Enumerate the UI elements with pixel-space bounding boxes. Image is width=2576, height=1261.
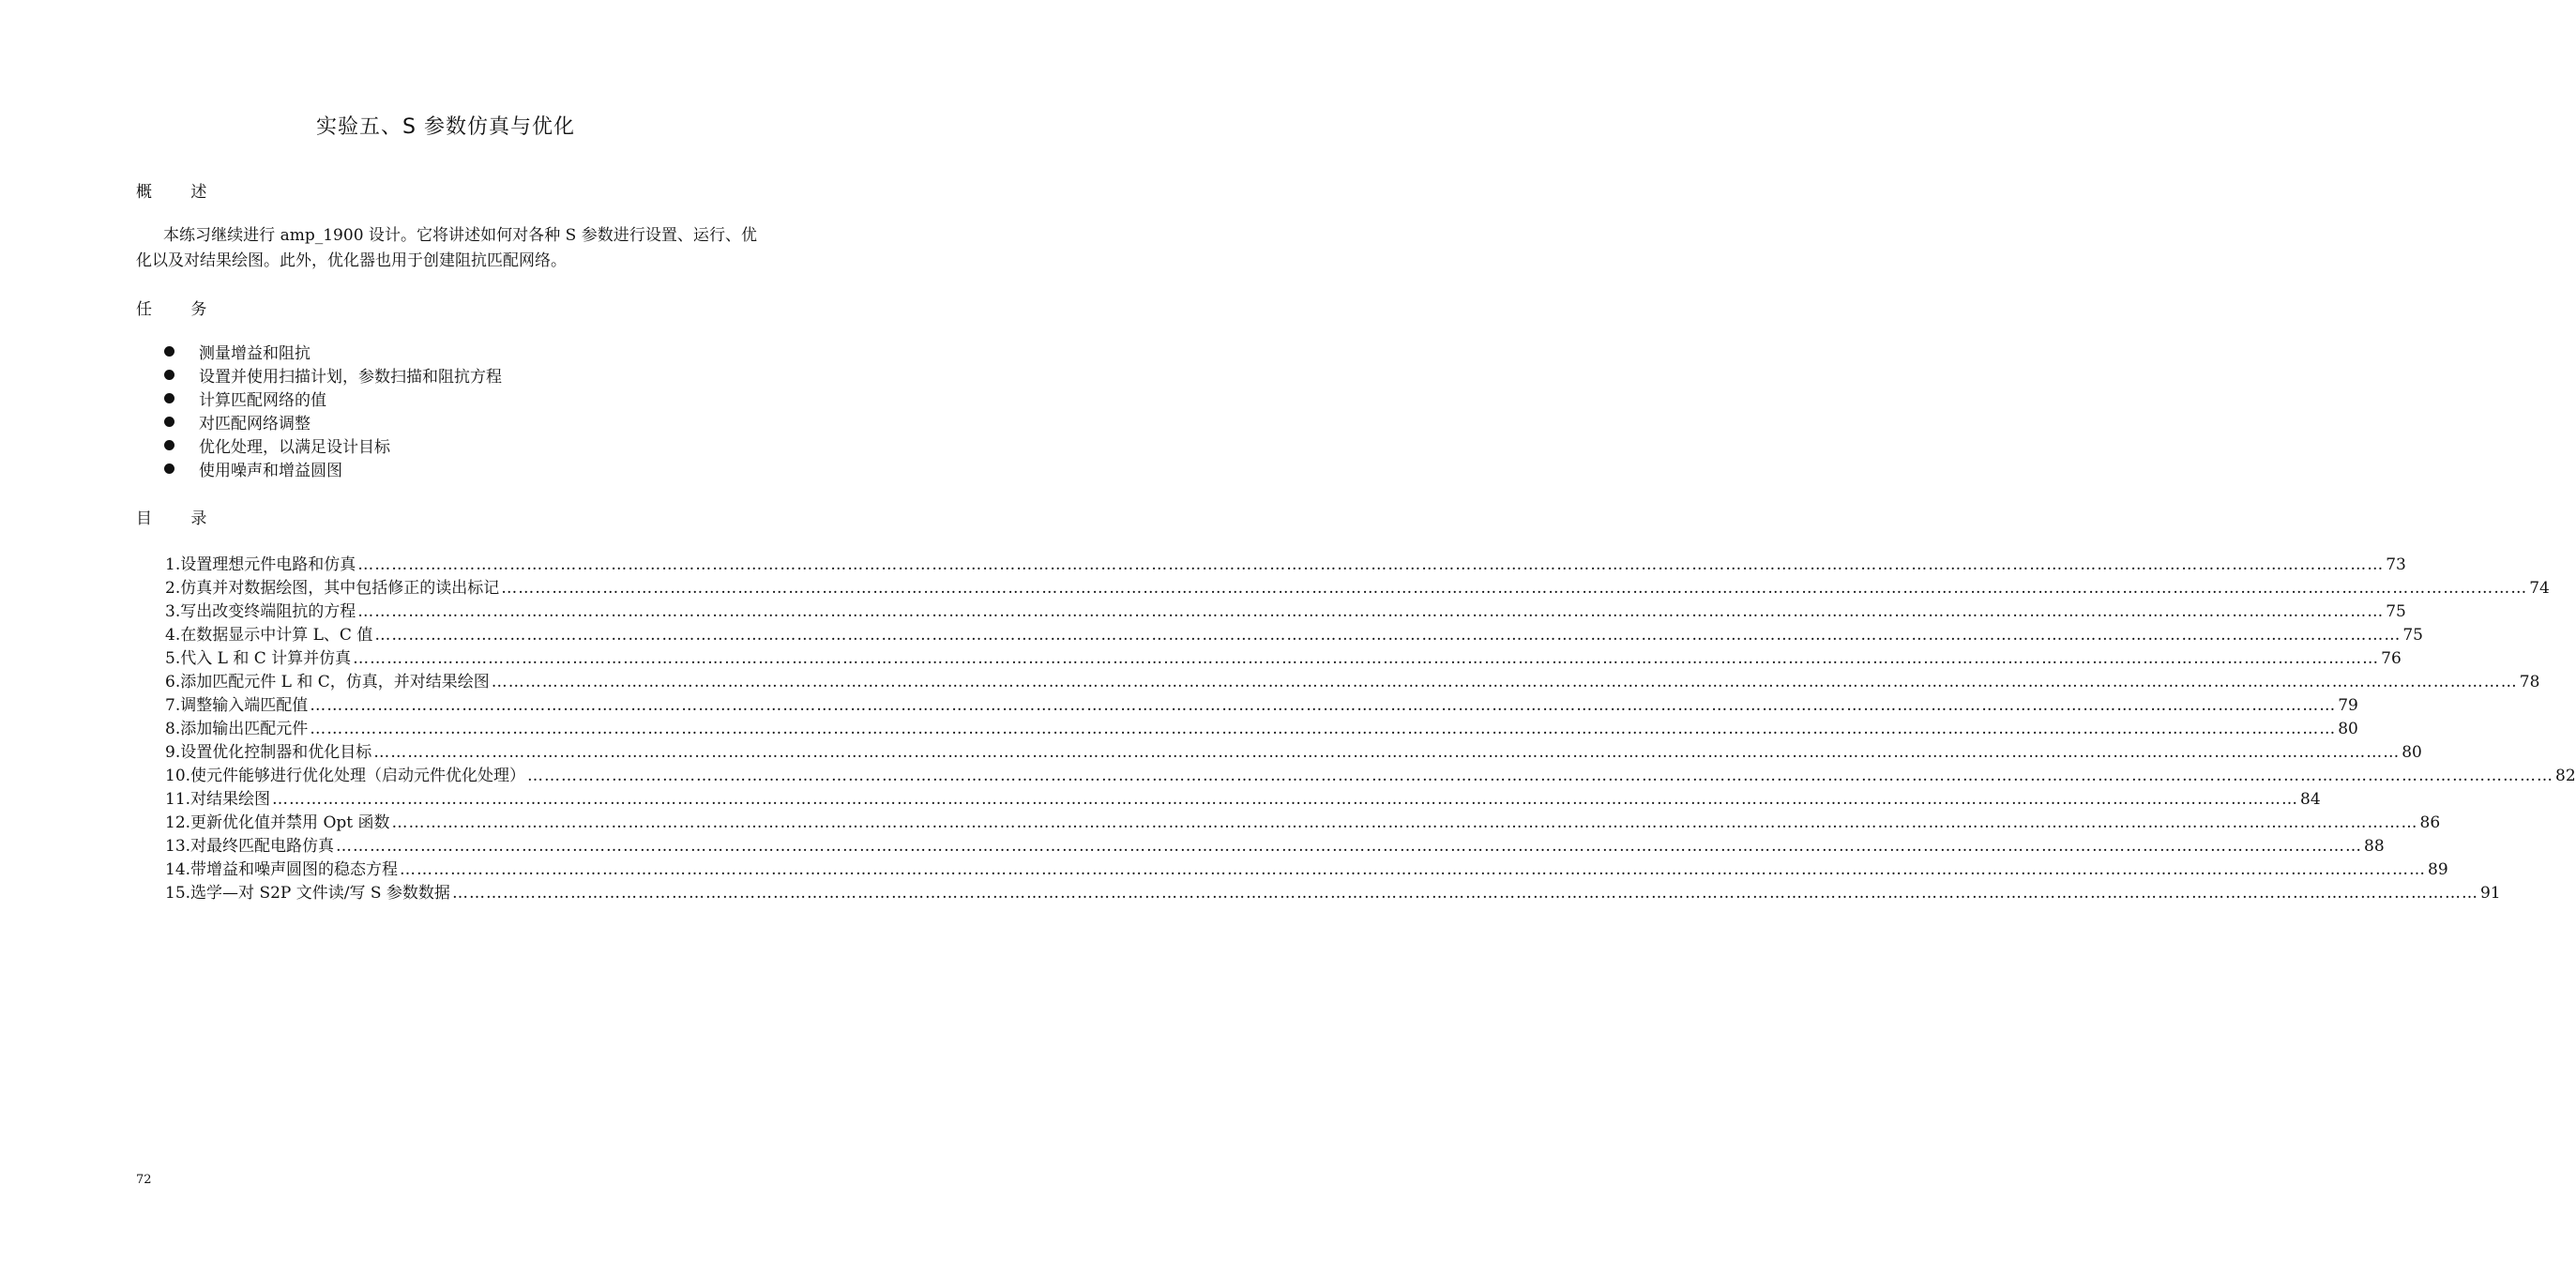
toc-entry-page: 91 [2479, 884, 2501, 903]
task-item [161, 410, 502, 433]
toc-entry [165, 879, 2501, 903]
task-text: 设置并使用扫描计划，参数扫描和阻抗方程 [199, 368, 502, 387]
toc-entry [165, 715, 2358, 738]
bullet-icon [164, 440, 174, 450]
toc-entry-title: 使元件能够进行优化处理（启动元件优化处理） [190, 767, 526, 785]
task-item [161, 387, 502, 410]
toc-entry-title: 对结果绘图 [190, 790, 271, 809]
contents-heading: 目 录 [136, 509, 224, 528]
toc-entry-number: 6. [165, 673, 181, 691]
toc-leader-dots: ……………………………………………………………………………………………………………………………………………………………………………………………………………………………………………………………………………………………………………………………… [374, 626, 2402, 645]
task-text: 测量增益和阻抗 [199, 344, 311, 363]
toc-entry-title: 带增益和噪声圆图的稳态方程 [190, 860, 399, 879]
toc-entry [165, 691, 2358, 715]
toc-entry [165, 856, 2448, 879]
toc-entry-number: 10. [165, 767, 191, 785]
toc-entry-number: 15. [165, 884, 191, 903]
toc-entry-page: 86 [2419, 813, 2441, 832]
toc-entry-title: 更新优化值并禁用 Opt 函数 [190, 813, 390, 832]
bullet-icon [164, 370, 174, 380]
toc-entry-title: 设置优化控制器和优化目标 [180, 743, 372, 762]
toc-leader-dots: ……………………………………………………………………………………………………………………………………………………………………………………………………………………………………………………………………………………………………………………………… [527, 767, 2554, 785]
overview-heading: 概 述 [136, 183, 224, 202]
page-number: 72 [136, 1173, 152, 1187]
bullet-icon [164, 346, 174, 357]
toc-entry-number: 14. [165, 860, 191, 879]
toc-entry-page: 75 [2386, 602, 2406, 621]
page-title: 实验五、S 参数仿真与优化 [316, 115, 575, 139]
toc-entry-title: 在数据显示中计算 L、C 值 [180, 626, 373, 645]
toc-entry-number: 12. [165, 813, 191, 832]
toc-entry-number: 11. [165, 790, 191, 809]
toc-leader-dots: ……………………………………………………………………………………………………………………………………………………………………………………………………………………………………………………………………………………………………………………………… [373, 743, 2401, 762]
toc-leader-dots: ……………………………………………………………………………………………………………………………………………………………………………………………………………………………………………………………………………………………………………………………… [451, 884, 2478, 903]
toc-entry-page: 80 [2402, 743, 2422, 762]
toc-leader-dots: ……………………………………………………………………………………………………………………………………………………………………………………………………………………………………………………………………………………………………………………………… [336, 837, 2363, 856]
task-text: 计算匹配网络的值 [199, 391, 326, 410]
toc-leader-dots: ……………………………………………………………………………………………………………………………………………………………………………………………………………………………………………………………………………………………………………………………… [310, 720, 2337, 738]
toc-entry-number: 8. [165, 720, 181, 738]
bullet-icon [164, 393, 174, 403]
task-list [161, 340, 502, 480]
toc-entry-number: 9. [165, 743, 181, 762]
toc-leader-dots: ……………………………………………………………………………………………………………………………………………………………………………………………………………………………………………………………………………………………………………………………… [491, 673, 2518, 691]
toc-entry-page: 76 [2381, 649, 2402, 668]
task-item [161, 363, 502, 387]
toc-leader-dots: ……………………………………………………………………………………………………………………………………………………………………………………………………………………………………………………………………………………………………………………………… [272, 790, 2299, 809]
task-text: 对匹配网络调整 [199, 415, 311, 433]
toc-entry [165, 668, 2540, 691]
toc-entry-number: 7. [165, 696, 181, 715]
toc-leader-dots: ……………………………………………………………………………………………………………………………………………………………………………………………………………………………………………………………………………………………………………………………… [391, 813, 2418, 832]
toc-leader-dots: ……………………………………………………………………………………………………………………………………………………………………………………………………………………………………………………………………………………………………………………………… [357, 602, 2385, 621]
toc-entry [165, 598, 2406, 621]
toc-entry [165, 809, 2441, 832]
toc-entry-page: 73 [2386, 555, 2406, 574]
bullet-icon [164, 463, 174, 474]
toc-leader-dots: ……………………………………………………………………………………………………………………………………………………………………………………………………………………………………………………………………………………………………………………………… [353, 649, 2380, 668]
toc-entry-number: 3. [165, 602, 181, 621]
toc-entry-number: 2. [165, 579, 181, 598]
toc-entry-title: 选学—对 S2P 文件读/写 S 参数数据 [190, 884, 450, 903]
toc-entry-page: 89 [2428, 860, 2448, 879]
task-item [161, 457, 502, 480]
toc-entry-title: 设置理想元件电路和仿真 [180, 555, 356, 574]
toc-entry-page: 84 [2300, 790, 2321, 809]
toc-entry-page: 74 [2529, 579, 2550, 598]
toc-entry [165, 738, 2422, 762]
task-item [161, 433, 502, 457]
toc-entry-title: 仿真并对数据绘图，其中包括修正的读出标记 [180, 579, 500, 598]
toc-entry-title: 添加输出匹配元件 [180, 720, 309, 738]
toc-leader-dots: ……………………………………………………………………………………………………………………………………………………………………………………………………………………………………………………………………………………………………………………………… [501, 579, 2528, 598]
toc-entry-number: 5. [165, 649, 181, 668]
overview-text: 本练习继续进行 amp_1900 设计。它将讲述如何对各种 S 参数进行设置、运行、优化以及对结果绘图。此外，优化器也用于创建阻抗匹配网络。 [136, 226, 757, 270]
toc-entry-title: 写出改变终端阻抗的方程 [180, 602, 356, 621]
toc-entry-title: 对最终匹配电路仿真 [190, 837, 335, 856]
toc-entry-title: 添加匹配元件 L 和 C，仿真，并对结果绘图 [180, 673, 490, 691]
tasks-heading: 任 务 [136, 300, 224, 319]
toc-leader-dots: ……………………………………………………………………………………………………………………………………………………………………………………………………………………………………………………………………………………………………………………………… [357, 555, 2385, 574]
toc-entry-page: 82 [2555, 767, 2576, 785]
toc-entry [165, 621, 2423, 645]
toc-entry-title: 代入 L 和 C 计算并仿真 [180, 649, 352, 668]
toc-entry [165, 832, 2385, 856]
toc-entry [165, 762, 2576, 785]
toc-entry-number: 4. [165, 626, 181, 645]
toc-entry [165, 574, 2550, 598]
toc-entry [165, 551, 2406, 574]
toc-entry-number: 1. [165, 555, 181, 574]
toc-entry-page: 79 [2338, 696, 2358, 715]
table-of-contents [165, 551, 2576, 903]
toc-entry-page: 80 [2338, 720, 2358, 738]
toc-entry-number: 13. [165, 837, 191, 856]
toc-entry-page: 88 [2364, 837, 2385, 856]
task-text: 优化处理，以满足设计目标 [199, 438, 390, 457]
bullet-icon [164, 417, 174, 427]
toc-entry-title: 调整输入端匹配值 [180, 696, 309, 715]
toc-entry-page: 78 [2519, 673, 2540, 691]
toc-entry [165, 645, 2402, 668]
toc-leader-dots: ……………………………………………………………………………………………………………………………………………………………………………………………………………………………………………………………………………………………………………………………… [310, 696, 2337, 715]
task-text: 使用噪声和增益圆图 [199, 462, 342, 480]
toc-leader-dots: ……………………………………………………………………………………………………………………………………………………………………………………………………………………………………………………………………………………………………………………………… [400, 860, 2427, 879]
task-item [161, 340, 502, 363]
toc-entry-page: 75 [2402, 626, 2423, 645]
toc-entry [165, 785, 2321, 809]
